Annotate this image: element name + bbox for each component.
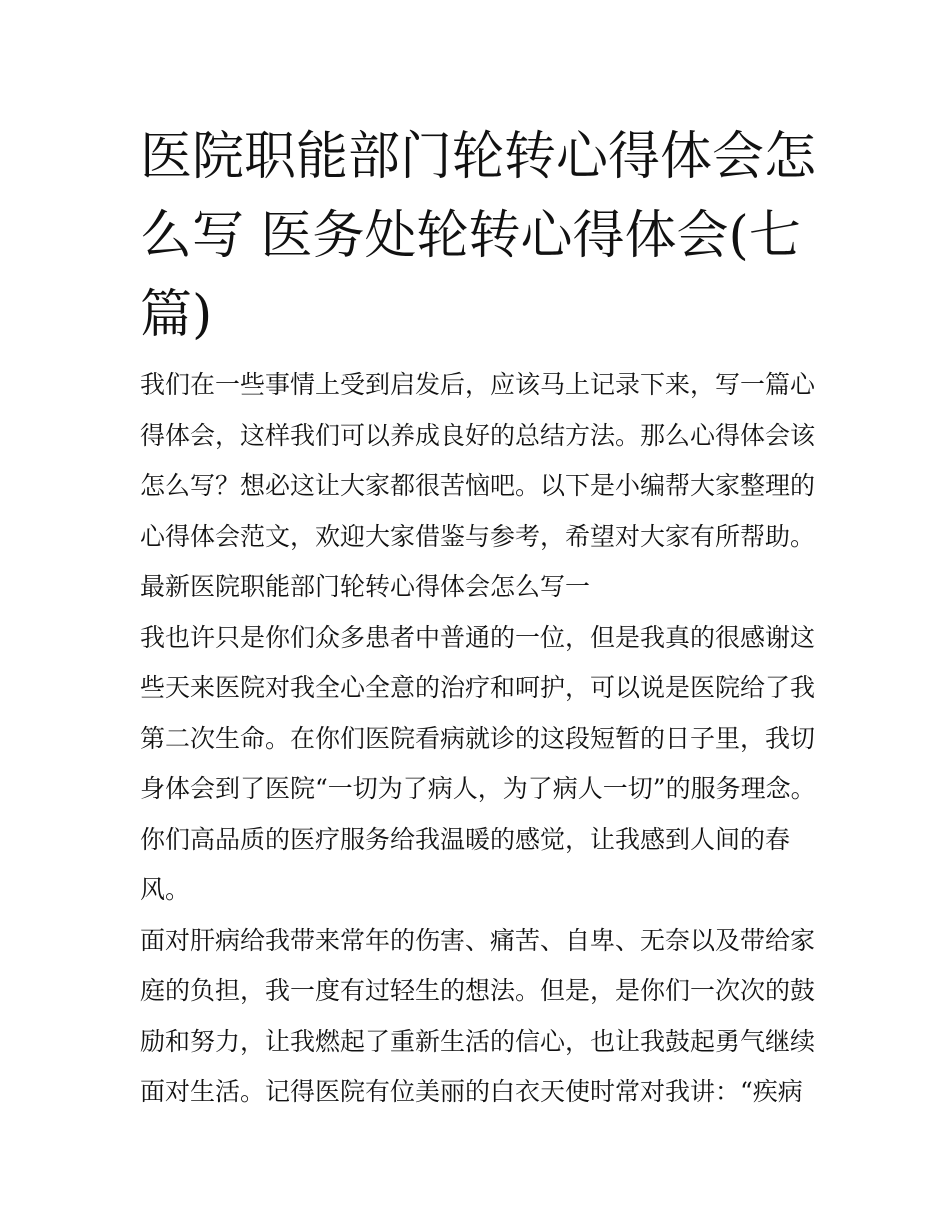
text-line: 第二次生命。在你们医院看病就诊的这段短暂的日子里，我切	[140, 723, 816, 753]
text-line: 风。	[140, 875, 191, 904]
title-line: 么写 医务处轮转心得体会(七	[140, 206, 801, 266]
paragraph	[140, 613, 830, 916]
paragraph	[140, 916, 830, 1118]
text-line: 面对肝病给我带来常年的伤害、痛苦、自卑、无奈以及带给家	[140, 925, 816, 955]
text-line: 怎么写？想必这让大家都很苦恼吧。以下是小编帮大家整理的	[140, 471, 816, 500]
text-line: 些天来医院对我全心全意的治疗和呵护，可以说是医院给了我	[140, 673, 816, 702]
section-heading-text: 最新医院职能部门轮转心得体会怎么写一	[140, 572, 591, 601]
title-line: 篇)	[140, 285, 213, 345]
text-line: 我也许只是你们众多患者中普通的一位，但是我真的很感谢这	[140, 622, 816, 652]
title-line: 医院职能部门轮转心得体会怎	[140, 127, 817, 187]
intro-paragraph	[140, 360, 830, 562]
text-line: 身体会到了医院“一切为了病人，为了病人一切”的服务理念。	[140, 774, 816, 803]
text-line: 庭的负担，我一度有过轻生的想法。但是，是你们一次次的鼓	[140, 976, 816, 1005]
text-line: 励和努力，让我燃起了重新生活的信心，也让我鼓起勇气继续	[140, 1026, 816, 1056]
section-heading	[140, 562, 830, 613]
text-line: 我们在一些事情上受到启发后，应该马上记录下来，写一篇心	[140, 370, 816, 399]
document-title	[140, 118, 840, 355]
text-line: 得体会，这样我们可以养成良好的总结方法。那么心得体会该	[140, 420, 816, 450]
text-line: 你们高品质的医疗服务给我温暖的感觉，让我感到人间的春	[140, 824, 791, 854]
text-line: 心得体会范文，欢迎大家借鉴与参考，希望对大家有所帮助。	[140, 521, 816, 551]
text-line: 面对生活。记得医院有位美丽的白衣天使时常对我讲：“疾病	[140, 1077, 803, 1106]
document-body	[140, 360, 830, 1118]
